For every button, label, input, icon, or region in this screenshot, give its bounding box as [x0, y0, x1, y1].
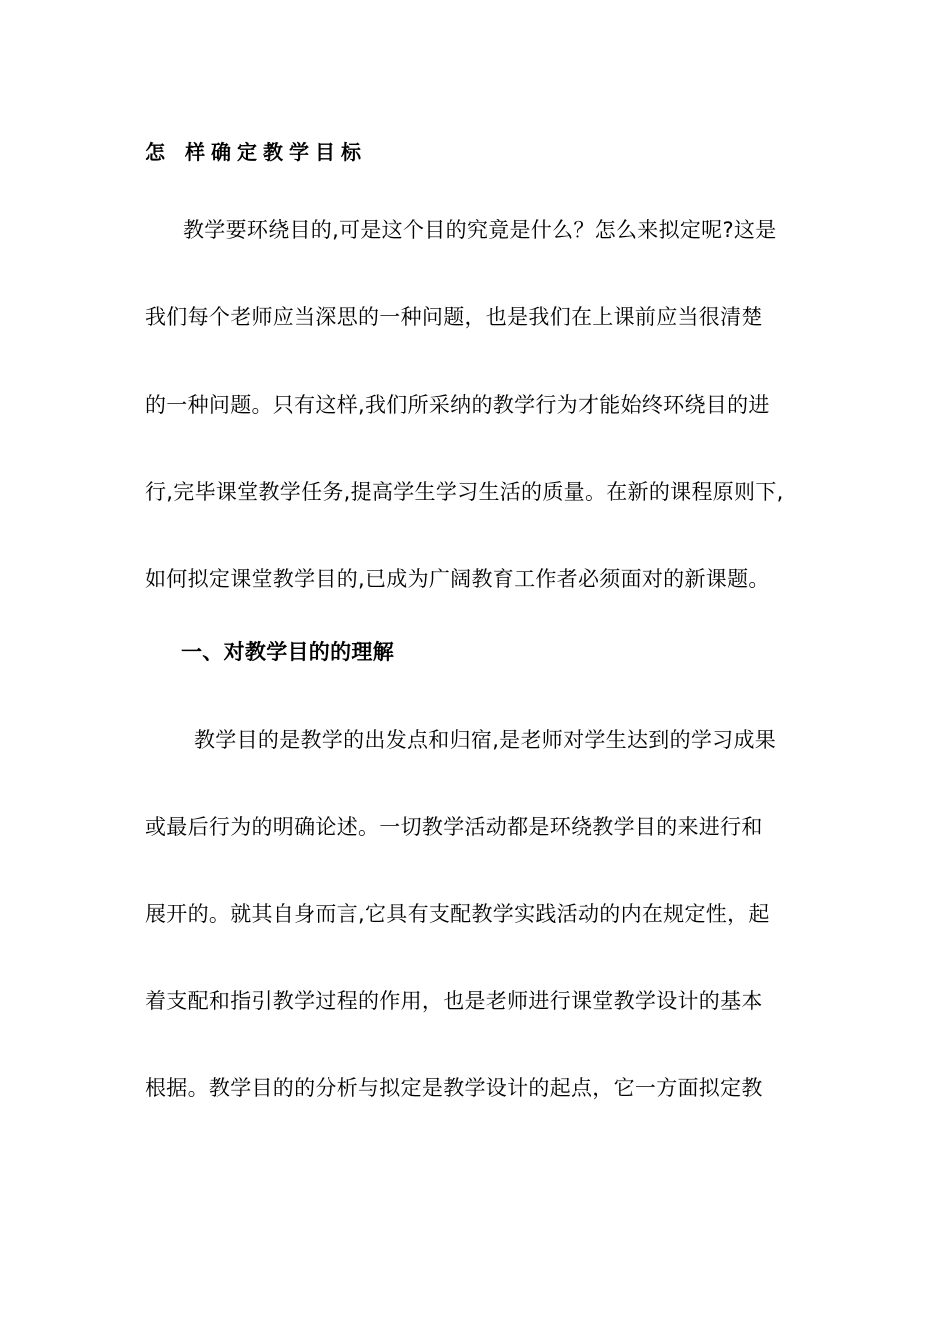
paragraph2-line1: 教学目的是教学的出发点和归宿,是老师对学生达到的学习成果 — [194, 728, 777, 752]
title-first-char: 怎 — [145, 140, 171, 164]
paragraph1-line4: 行,完毕课堂教学任务,提高学生学习生活的质量。在新的课程原则下, — [145, 480, 784, 504]
paragraph2-line4: 着支配和指引教学过程的作用，也是老师进行课堂教学设计的基本 — [145, 989, 763, 1013]
paragraph2-line2: 或最后行为的明确论述。一切教学活动都是环绕教学目的来进行和 — [145, 815, 763, 839]
paragraph1-line1: 教学要环绕目的,可是这个目的究竟是什么？怎么来拟定呢?这是 — [183, 218, 777, 242]
title-rest: 样确定教学目标 — [185, 140, 367, 164]
document-title — [145, 138, 367, 166]
section1-heading: 一、对教学目的的理解 — [181, 640, 394, 664]
paragraph1-line3: 的一种问题。只有这样,我们所采纳的教学行为才能始终环绕目的进 — [145, 393, 770, 417]
paragraph1-line2: 我们每个老师应当深思的一种问题，也是我们在上课前应当很清楚 — [145, 305, 763, 329]
paragraph2-line5: 根据。教学目的的分析与拟定是教学设计的起点，它一方面拟定教 — [145, 1076, 763, 1100]
paragraph2-line3: 展开的。就其自身而言,它具有支配教学实践活动的内在规定性，起 — [145, 902, 770, 926]
paragraph1-line5: 如何拟定课堂教学目的,已成为广阔教育工作者必须面对的新课题。 — [145, 567, 770, 591]
